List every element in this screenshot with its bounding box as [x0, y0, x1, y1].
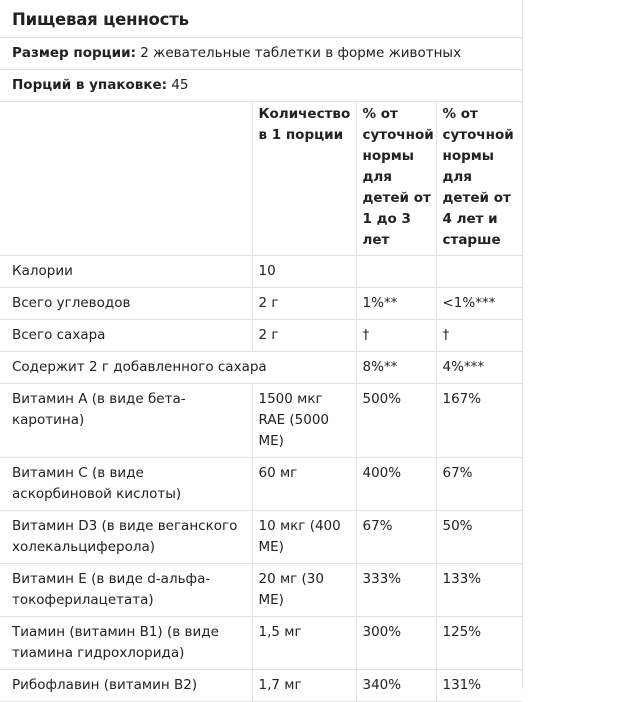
nutrient-name: Витамин C (в виде аскорбиновой кислоты) [0, 458, 252, 511]
serving-size-row [0, 38, 522, 70]
nutrition-title: Пищевая ценность [0, 0, 522, 38]
nutrient-dv-1-3 [356, 256, 436, 288]
nutrient-dv-4-plus [436, 256, 522, 288]
nutrient-dv-1-3: 67% [356, 511, 436, 564]
nutrient-name: Витамин A (в виде бета-каротина) [0, 384, 252, 458]
nutrient-amount: 60 мг [252, 458, 356, 511]
nutrient-amount: 1500 мкг RAE (5000 МЕ) [252, 384, 356, 458]
nutrient-name: Всего углеводов [0, 288, 252, 320]
table-row [0, 352, 522, 384]
nutrient-dv-4-plus: † [436, 320, 522, 352]
table-row [0, 384, 522, 458]
header-nutrient-cell [0, 102, 252, 256]
nutrient-name: Калории [0, 256, 252, 288]
table-row [0, 564, 522, 617]
nutrient-amount: 1,7 мг [252, 670, 356, 702]
nutrient-amount: 20 мг (30 МЕ) [252, 564, 356, 617]
nutrient-dv-1-3: 1%** [356, 288, 436, 320]
nutrient-amount: 10 мкг (400 МЕ) [252, 511, 356, 564]
table-row [0, 256, 522, 288]
nutrient-dv-4-plus: 67% [436, 458, 522, 511]
nutrient-dv-1-3: 300% [356, 617, 436, 670]
nutrient-dv-1-3: † [356, 320, 436, 352]
nutrient-amount: 1,5 мг [252, 617, 356, 670]
nutrient-name: Всего сахара [0, 320, 252, 352]
nutrient-amount: 10 [252, 256, 356, 288]
nutrient-name: Тиамин (витамин B1) (в виде тиамина гидрохлорида) [0, 617, 252, 670]
table-row [0, 670, 522, 702]
header-dv-1-3: % от суточной нормы для детей от 1 до 3 лет [356, 102, 436, 256]
nutrient-dv-1-3: 333% [356, 564, 436, 617]
nutrient-dv-4-plus: <1%*** [436, 288, 522, 320]
nutrient-dv-4-plus: 50% [436, 511, 522, 564]
nutrient-dv-1-3: 400% [356, 458, 436, 511]
table-row [0, 458, 522, 511]
nutrient-dv-4-plus: 4%*** [436, 352, 522, 384]
nutrients-table [0, 102, 522, 702]
table-row [0, 617, 522, 670]
nutrient-amount: 2 г [252, 320, 356, 352]
nutrient-dv-4-plus: 167% [436, 384, 522, 458]
nutrient-amount: 2 г [252, 288, 356, 320]
servings-per-container-label: Порций в упаковке: [12, 77, 168, 93]
serving-size-label: Размер порции: [12, 45, 136, 61]
nutrient-name: Рибофлавин (витамин B2) [0, 670, 252, 702]
table-row [0, 320, 522, 352]
nutrient-dv-1-3: 340% [356, 670, 436, 702]
nutrient-dv-4-plus: 133% [436, 564, 522, 617]
nutrient-name: Витамин E (в виде d-альфа-токоферилацетата) [0, 564, 252, 617]
nutrient-name: Витамин D3 (в виде веганского холекальциферола) [0, 511, 252, 564]
header-dv-4-plus: % от суточной нормы для детей от 4 лет и старше [436, 102, 522, 256]
nutrient-dv-1-3: 500% [356, 384, 436, 458]
header-amount: Количество в 1 порции [252, 102, 356, 256]
nutrient-dv-4-plus: 125% [436, 617, 522, 670]
table-row [0, 288, 522, 320]
servings-per-container-value: 45 [171, 77, 189, 93]
table-row [0, 511, 522, 564]
nutrient-dv-4-plus: 131% [436, 670, 522, 702]
servings-per-container-row [0, 70, 522, 102]
nutrient-dv-1-3: 8%** [356, 352, 436, 384]
table-header-row [0, 102, 522, 256]
nutrient-name: Содержит 2 г добавленного сахара [0, 352, 356, 384]
serving-size-value: 2 жевательные таблетки в форме животных [140, 45, 462, 61]
